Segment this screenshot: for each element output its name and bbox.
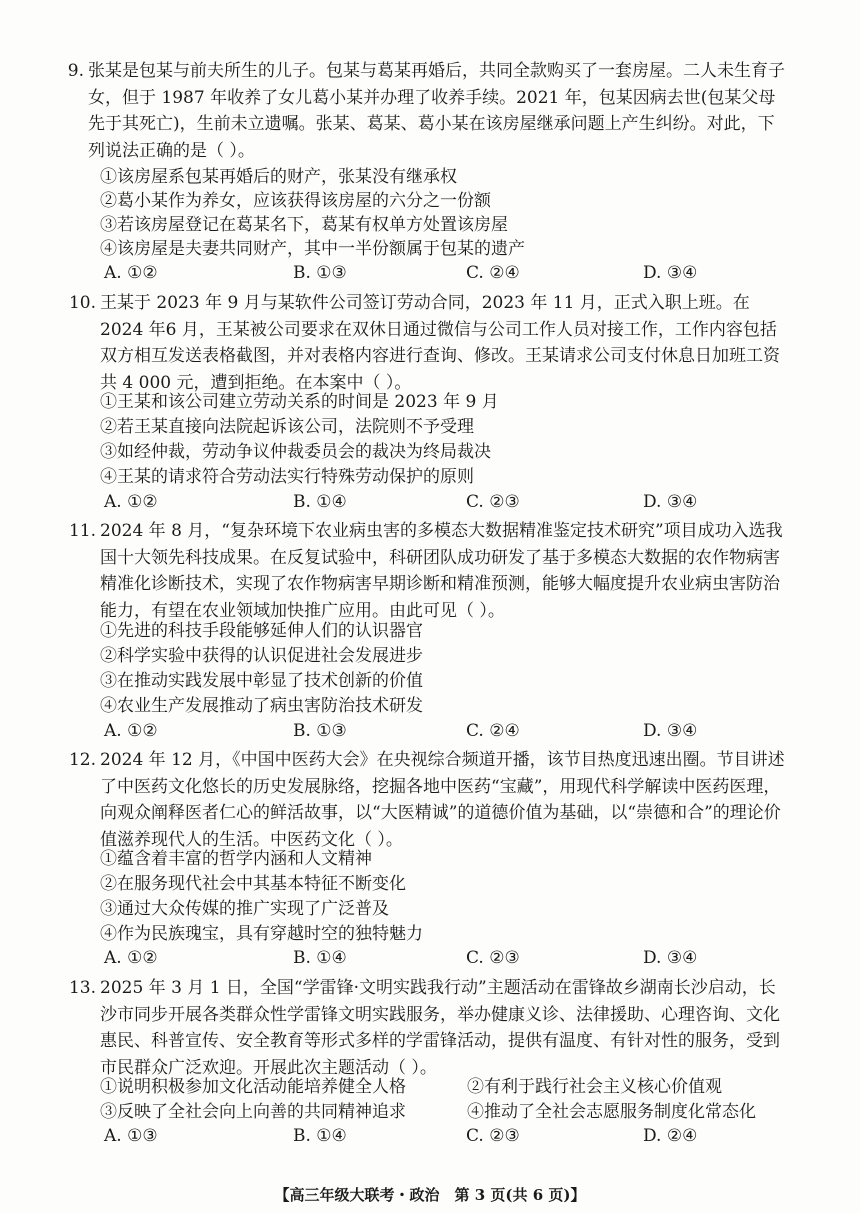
question-number: 9. — [67, 61, 84, 81]
option-3: ③通过大众传媒的推广实现了广泛普及 — [100, 899, 389, 919]
option-1: ①说明积极参加文化活动能培养健全人格 — [100, 1077, 406, 1097]
page-footer: 【高三年级大联考・政治 第 3 页(共 6 页)】 — [274, 1186, 586, 1204]
question-number: 12. — [68, 750, 96, 770]
question-number: 11. — [68, 521, 96, 541]
option-4: ④王某的请求符合劳动法实行特殊劳动保护的原则 — [100, 467, 474, 487]
choice-c: C. ②③ — [466, 948, 520, 968]
choice-a: A. ①② — [104, 948, 158, 968]
question-text: 王某于 2023 年 9 月与某软件公司签订劳动合同，2023 年 11 月，正式入职上班。在 2024 年6 月，王某被公司要求在双休日通过微信与公司工作人员对接工作，工作内容包括双方相互发送表格截图，并对表格内容进行查询、修改。王某请求公司支付休息日加班工资共 4 000 元，遭到拒绝。在本案中（ ）。 — [100, 293, 780, 393]
choice-c: C. ②④ — [466, 721, 520, 741]
choice-d: D. ②④ — [643, 1126, 698, 1146]
option-1: ①蕴含着丰富的哲学内涵和人文精神 — [100, 849, 372, 869]
question-stem — [68, 518, 788, 624]
choice-a: A. ①② — [104, 263, 158, 283]
option-2: ②若王某直接向法院起诉该公司，法院则不予受理 — [100, 417, 474, 437]
question-stem — [67, 58, 788, 164]
option-2: ②葛小某作为养女，应该获得该房屋的六分之一份额 — [100, 191, 491, 211]
question-text: 张某是包某与前夫所生的儿子。包某与葛某再婚后，共同全款购买了一套房屋。二人未生育子女，但于 1987 年收养了女儿葛小某并办理了收养手续。2021 年，包某因病去世(包某父母先于其死亡)，生前未立遗嘱。张某、葛某、葛小某在该房屋继承问题上产生纠纷。对此，下列说法正确的是（ ）。 — [88, 61, 785, 161]
choice-d: D. ③④ — [643, 492, 698, 512]
choice-a: A. ①② — [104, 492, 158, 512]
choice-b: B. ①③ — [293, 721, 347, 741]
question-number: 10. — [68, 293, 96, 313]
choice-c: C. ②③ — [466, 1126, 520, 1146]
option-1: ①先进的科技手段能够延伸人们的认识器官 — [100, 621, 423, 641]
choice-d: D. ③④ — [643, 263, 698, 283]
option-1: ①王某和该公司建立劳动关系的时间是 2023 年 9 月 — [100, 392, 499, 412]
choice-d: D. ③④ — [643, 721, 698, 741]
question-text: 2024 年 12 月，《中国中医药大会》在央视综合频道开播，该节目热度迅速出圈。节目讲述了中医药文化悠长的历史发展脉络，挖掘各地中医药“宝藏”，用现代科学解读中医药医理，向观众阐释医者仁心的鲜活故事，以“大医精诚”的道德价值为基础，以“崇德和合”的理论价值滋养现代人的生活。中医药文化（ ）。 — [100, 750, 785, 850]
option-2: ②科学实验中获得的认识促进社会发展进步 — [100, 646, 423, 666]
choice-d: D. ③④ — [643, 948, 698, 968]
option-1: ①该房屋系包某再婚后的财产，张某没有继承权 — [100, 167, 457, 187]
choice-a: A. ①③ — [104, 1126, 158, 1146]
choice-c: C. ②④ — [466, 263, 520, 283]
question-text: 2024 年 8 月，“复杂环境下农业病虫害的多模态大数据精准鉴定技术研究”项目成功入选我国十大领先科技成果。在反复试验中，科研团队成功研发了基于多模态大数据的农作物病害精准化诊断技术，实现了农作物病害早期诊断和精准预测，能够大幅度提升农业病虫害防治能力，有望在农业领域加快推广应用。由此可见（ ）。 — [100, 521, 783, 621]
option-3: ③反映了全社会向上向善的共同精神追求 — [100, 1102, 406, 1122]
option-2: ②有利于践行社会主义核心价值观 — [467, 1077, 722, 1097]
choice-b: B. ①③ — [293, 263, 347, 283]
question-stem — [68, 975, 788, 1081]
option-3: ③如经仲裁，劳动争议仲裁委员会的裁决为终局裁决 — [100, 442, 491, 462]
question-stem — [68, 747, 788, 853]
choice-b: B. ①④ — [293, 948, 347, 968]
option-3: ③若该房屋登记在葛某名下，葛某有权单方处置该房屋 — [100, 215, 508, 235]
question-stem — [68, 290, 788, 396]
choice-b: B. ①④ — [293, 1126, 347, 1146]
question-number: 13. — [68, 978, 96, 998]
choice-a: A. ①② — [104, 721, 158, 741]
choice-c: C. ②③ — [466, 492, 520, 512]
choice-b: B. ①④ — [293, 492, 347, 512]
option-3: ③在推动实践发展中彰显了技术创新的价值 — [100, 671, 423, 691]
option-4: ④该房屋是夫妻共同财产，其中一半份额属于包某的遗产 — [100, 239, 525, 259]
option-4: ④农业生产发展推动了病虫害防治技术研发 — [100, 696, 423, 716]
option-4: ④作为民族瑰宝，具有穿越时空的独特魅力 — [100, 924, 423, 944]
question-text: 2025 年 3 月 1 日，全国“学雷锋·文明实践我行动”主题活动在雷锋故乡湖南长沙启动，长沙市同步开展各类群众性学雷锋文明实践服务，举办健康义诊、法律援助、心理咨询、文化惠民、科普宣传、安全教育等形式多样的学雷锋活动，提供有温度、有针对性的服务，受到市民群众广泛欢迎。开展此次主题活动（ ）。 — [100, 978, 780, 1078]
option-2: ②在服务现代社会中其基本特征不断变化 — [100, 874, 406, 894]
option-4: ④推动了全社会志愿服务制度化常态化 — [467, 1102, 756, 1122]
